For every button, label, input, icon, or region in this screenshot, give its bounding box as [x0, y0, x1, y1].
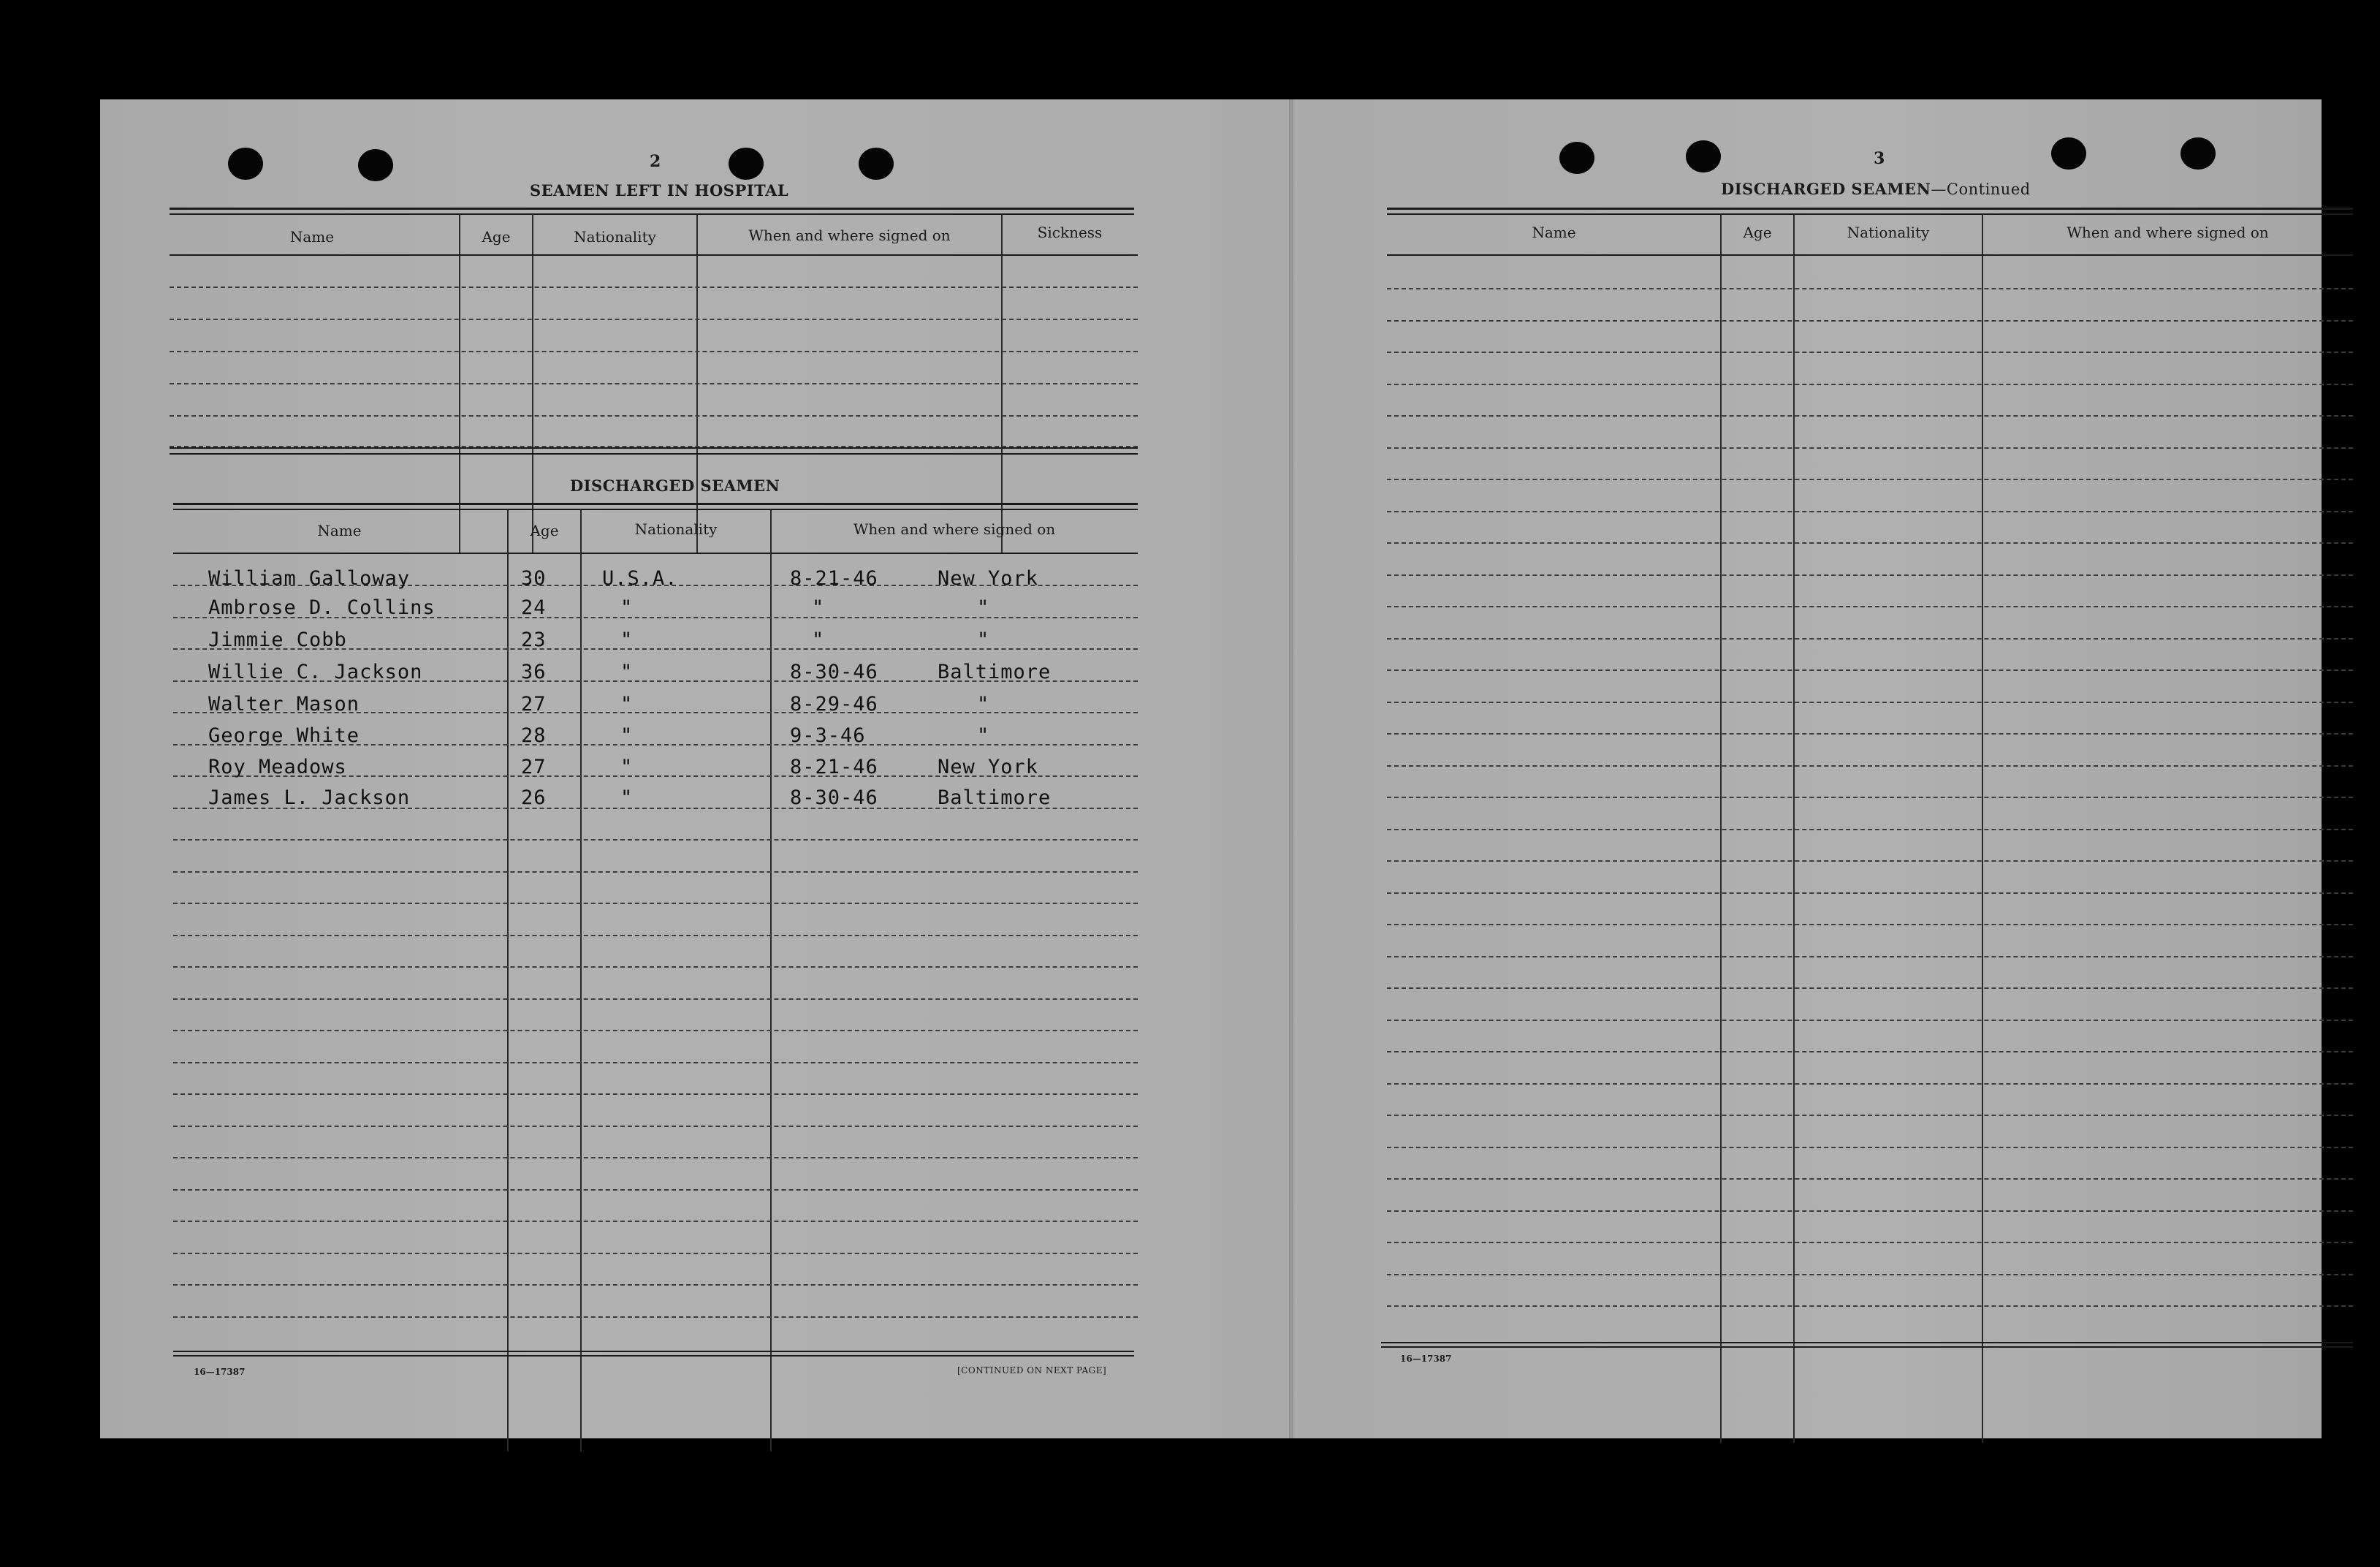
cell-nationality: "	[620, 596, 634, 619]
ruled-line	[170, 415, 1138, 417]
cell-name: Walter Mason	[208, 693, 360, 716]
column-header-nationality: Nationality	[574, 228, 656, 246]
table-bottom-rule	[1381, 1346, 2353, 1348]
header-underline	[173, 553, 1138, 554]
ruled-line	[173, 1189, 1138, 1191]
cell-name: Roy Meadows	[208, 756, 347, 778]
cell-name: Jimmie Cobb	[208, 629, 347, 651]
table-bottom-rule	[1381, 1342, 2353, 1343]
ruled-line	[1387, 384, 2353, 385]
cell-place: "	[977, 693, 990, 716]
column-header-age: Age	[482, 228, 511, 246]
cell-nationality: "	[620, 786, 634, 809]
ruled-line	[1387, 956, 2353, 957]
column-header-name: Name	[317, 522, 362, 539]
table-top-rule	[1387, 213, 2353, 215]
ruled-line	[1387, 797, 2353, 798]
cell-place: New York	[938, 756, 1039, 778]
cell-age: 28	[521, 724, 547, 747]
ruled-line	[170, 383, 1138, 384]
cell-date: "	[812, 596, 825, 619]
cell-date: 8-29-46	[790, 693, 878, 716]
ruled-line	[173, 1253, 1138, 1254]
cell-age: 26	[521, 786, 547, 809]
ruled-line	[173, 998, 1138, 1000]
ruled-line	[173, 1030, 1138, 1031]
ruled-line	[170, 319, 1138, 320]
ruled-line	[1387, 765, 2353, 767]
cell-name: Willie C. Jackson	[208, 661, 423, 683]
cell-nationality: "	[620, 629, 634, 651]
ruled-line	[170, 287, 1138, 288]
column-header-signed-on: When and where signed on	[2067, 224, 2269, 241]
ruled-line	[1387, 892, 2353, 894]
cell-nationality: "	[620, 661, 634, 683]
cell-name: George White	[208, 724, 360, 747]
ruled-line	[1387, 733, 2353, 735]
column-divider	[507, 510, 509, 1452]
cell-age: 27	[521, 756, 547, 778]
ruled-line	[173, 935, 1138, 936]
column-header-nationality: Nationality	[634, 520, 718, 538]
column-divider	[580, 510, 582, 1452]
ruled-line	[1387, 860, 2353, 862]
ruled-line	[1387, 1020, 2353, 1021]
cell-age: 24	[521, 596, 547, 619]
document-sheet	[100, 99, 2322, 1438]
cell-name: Ambrose D. Collins	[208, 596, 436, 619]
left-page	[100, 99, 1289, 1438]
header-underline	[170, 254, 1138, 256]
cell-name: William Galloway	[208, 567, 411, 590]
ruled-line	[173, 1221, 1138, 1222]
table-top-rule	[170, 208, 1134, 210]
column-header-name: Name	[289, 228, 335, 246]
cell-place: New York	[938, 567, 1039, 590]
ruled-line	[173, 839, 1138, 841]
cell-age: 30	[521, 567, 547, 590]
cell-nationality: U.S.A.	[602, 567, 678, 590]
table-top-rule	[173, 503, 1138, 505]
ruled-line	[1387, 1083, 2353, 1085]
column-header-signed-on: When and where signed on	[853, 520, 1056, 538]
ruled-line	[1387, 606, 2353, 607]
ruled-line	[1387, 702, 2353, 703]
ruled-line	[1387, 1051, 2353, 1052]
cell-nationality: "	[620, 724, 634, 747]
ruled-line	[1387, 320, 2353, 322]
ruled-line	[173, 1093, 1138, 1095]
ruled-line	[1387, 1210, 2353, 1212]
ruled-line	[173, 1062, 1138, 1063]
ruled-line	[173, 903, 1138, 904]
table-top-rule	[170, 213, 1134, 215]
ruled-line	[1387, 447, 2353, 449]
column-header-age: Age	[530, 522, 559, 539]
table-top-rule	[1387, 208, 2353, 210]
table-bottom-rule	[173, 1355, 1134, 1357]
cell-date: 8-30-46	[790, 661, 878, 683]
ruled-line	[1387, 829, 2353, 830]
ruled-line	[1387, 638, 2353, 640]
hospital-section-title: SEAMEN LEFT IN HOSPITAL	[530, 181, 789, 200]
right-page	[1293, 99, 2322, 1438]
page-number: 2	[650, 152, 661, 171]
ruled-line	[1387, 511, 2353, 512]
form-number: 16—17387	[1400, 1354, 1452, 1364]
ruled-line	[1387, 1178, 2353, 1180]
ruled-line	[1387, 1274, 2353, 1275]
page-number: 3	[1874, 149, 1885, 168]
cell-date: 8-21-46	[790, 567, 878, 590]
table-bottom-rule	[170, 453, 1138, 455]
column-header-age: Age	[1743, 224, 1772, 241]
ruled-line	[1387, 479, 2353, 480]
discharged-section-title: DISCHARGED SEAMEN	[570, 477, 780, 495]
ruled-line	[1387, 352, 2353, 353]
ruled-line	[173, 1126, 1138, 1127]
cell-date: 9-3-46	[790, 724, 866, 747]
ruled-line	[1387, 574, 2353, 576]
discharged-continued-title	[1721, 180, 2031, 198]
column-header-name: Name	[1532, 224, 1576, 241]
cell-place: "	[977, 724, 990, 747]
cell-date: 8-30-46	[790, 786, 878, 809]
header-underline	[1387, 254, 2353, 256]
cell-age: 36	[521, 661, 547, 683]
cell-place: "	[977, 629, 990, 651]
ruled-line	[173, 966, 1138, 968]
ruled-line	[173, 1316, 1138, 1318]
column-header-nationality: Nationality	[1847, 224, 1930, 241]
title-text: DISCHARGED SEAMEN	[1721, 180, 1931, 198]
continued-note: [CONTINUED ON NEXT PAGE]	[957, 1365, 1107, 1376]
cell-place: "	[977, 596, 990, 619]
cell-place: Baltimore	[938, 786, 1052, 809]
ruled-line	[1387, 415, 2353, 417]
ruled-line	[1387, 1115, 2353, 1116]
ruled-line	[1387, 1242, 2353, 1243]
title-suffix: —Continued	[1931, 181, 2031, 198]
ruled-line	[173, 1157, 1138, 1158]
ruled-line	[1387, 669, 2353, 671]
column-header-sickness: Sickness	[1037, 224, 1103, 241]
cell-place: Baltimore	[938, 661, 1052, 683]
column-header-signed-on: When and where signed on	[748, 227, 951, 244]
ruled-line	[1387, 924, 2353, 925]
ruled-line	[1387, 1147, 2353, 1148]
form-number: 16—17387	[194, 1367, 246, 1377]
ruled-line	[1387, 288, 2353, 289]
ruled-line	[1387, 542, 2353, 544]
ruled-line	[1387, 987, 2353, 989]
table-bottom-rule	[173, 1351, 1134, 1352]
cell-name: James L. Jackson	[208, 786, 411, 809]
cell-age: 27	[521, 693, 547, 716]
cell-nationality: "	[620, 693, 634, 716]
table-bottom-rule	[170, 447, 1138, 449]
ruled-line	[1387, 1305, 2353, 1307]
cell-age: 23	[521, 629, 547, 651]
column-divider	[770, 510, 772, 1452]
cell-nationality: "	[620, 756, 634, 778]
cell-date: 8-21-46	[790, 756, 878, 778]
cell-date: "	[812, 629, 825, 651]
ruled-line	[173, 1284, 1138, 1286]
ruled-line	[173, 871, 1138, 873]
table-top-rule	[173, 509, 1138, 510]
ruled-line	[170, 351, 1138, 352]
